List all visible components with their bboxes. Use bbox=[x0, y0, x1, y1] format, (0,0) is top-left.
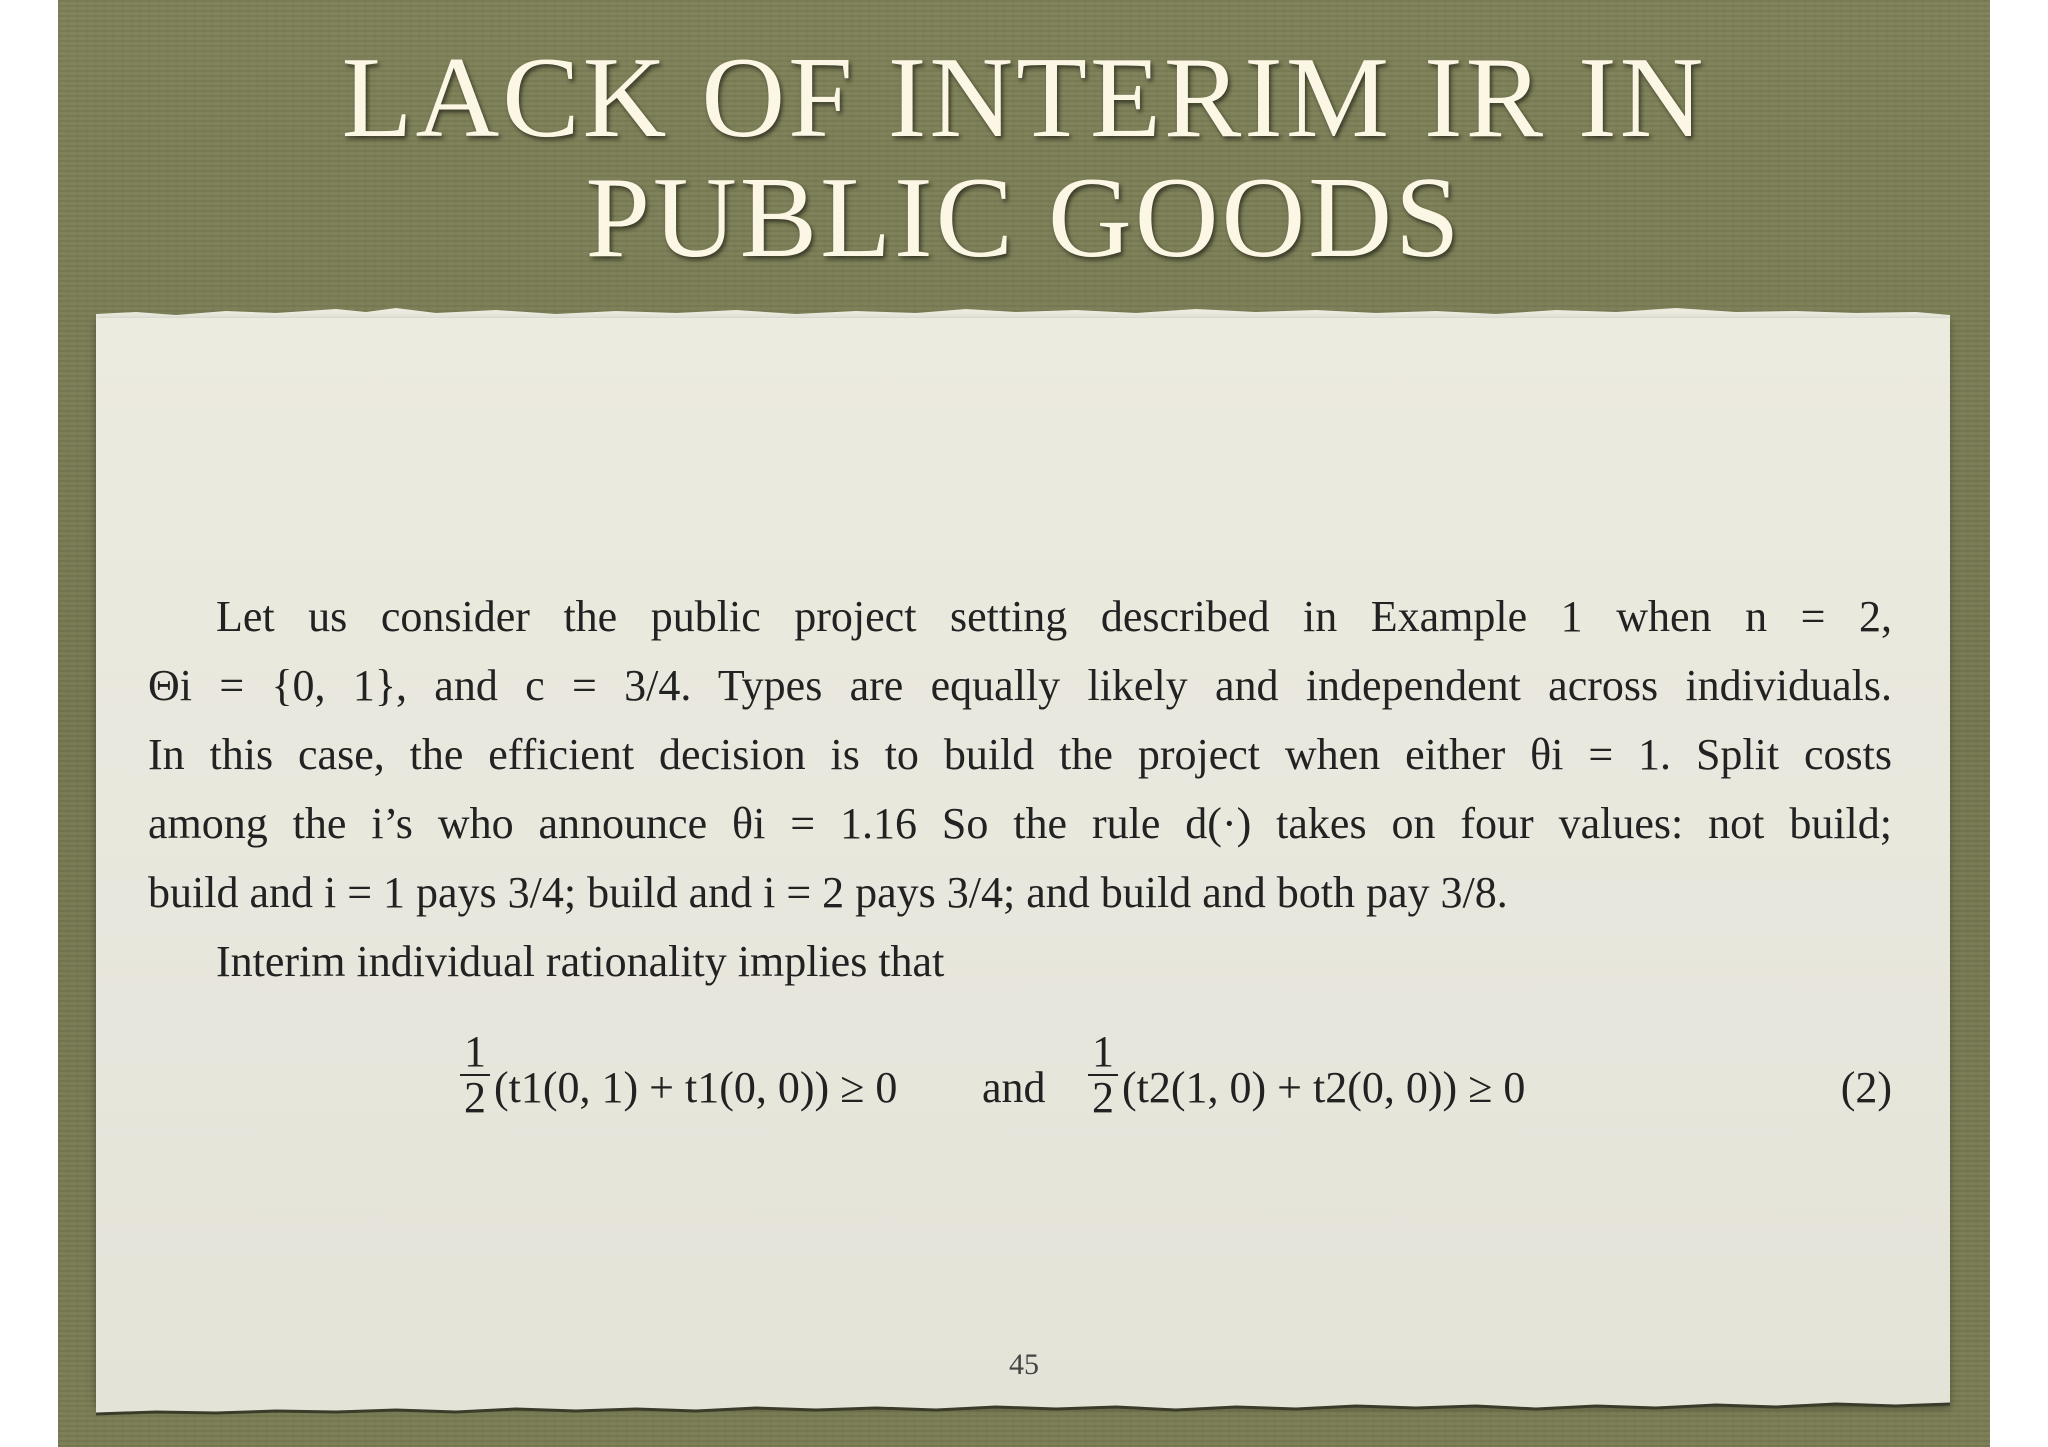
paragraph-1-line-3: In this case, the efficient decision is to build the project when either θi = 1. Split costs bbox=[148, 730, 1892, 779]
equation-number: (2) bbox=[1840, 1063, 1892, 1112]
paragraph-2: Interim individual rationality implies that bbox=[216, 937, 945, 986]
page-number: 45 bbox=[1009, 1348, 1039, 1381]
paragraph-1-line-2: Θi = {0, 1}, and c = 3/4. Types are equally likely and independent across individuals. bbox=[148, 661, 1892, 710]
fraction-one-half-right: $\frac{1}{2}$ bbox=[1088, 1030, 1118, 1120]
slide-title-line-1: LACK OF INTERIM IR IN bbox=[341, 34, 1707, 162]
paragraph-1-line-5: build and i = 1 pays 3/4; build and i = 2 pays 3/4; and build and both pay 3/8. bbox=[148, 868, 1508, 917]
fraction-one-half-left: $\frac{1}{2}$ bbox=[460, 1030, 490, 1120]
equation-left-expression: (t1(0, 1) + t1(0, 0)) ≥ 0 bbox=[494, 1063, 898, 1112]
torn-paper-bottom-edge bbox=[96, 1394, 1950, 1424]
equation-right-expression: (t2(1, 0) + t2(0, 0)) ≥ 0 bbox=[1122, 1063, 1526, 1112]
paragraph-1-line-4: among the i’s who announce θi = 1.16 So the rule d(·) takes on four values: not build; bbox=[148, 799, 1892, 848]
slide-title-line-2: PUBLIC GOODS bbox=[585, 154, 1463, 282]
slide-title bbox=[58, 34, 1990, 282]
equation-connector: and bbox=[982, 1063, 1046, 1112]
paragraph-1-line-1: Let us consider the public project setting described in Example 1 when n = 2, bbox=[216, 592, 1892, 641]
body-text bbox=[148, 582, 1892, 996]
equation-2 bbox=[460, 1024, 1892, 1144]
